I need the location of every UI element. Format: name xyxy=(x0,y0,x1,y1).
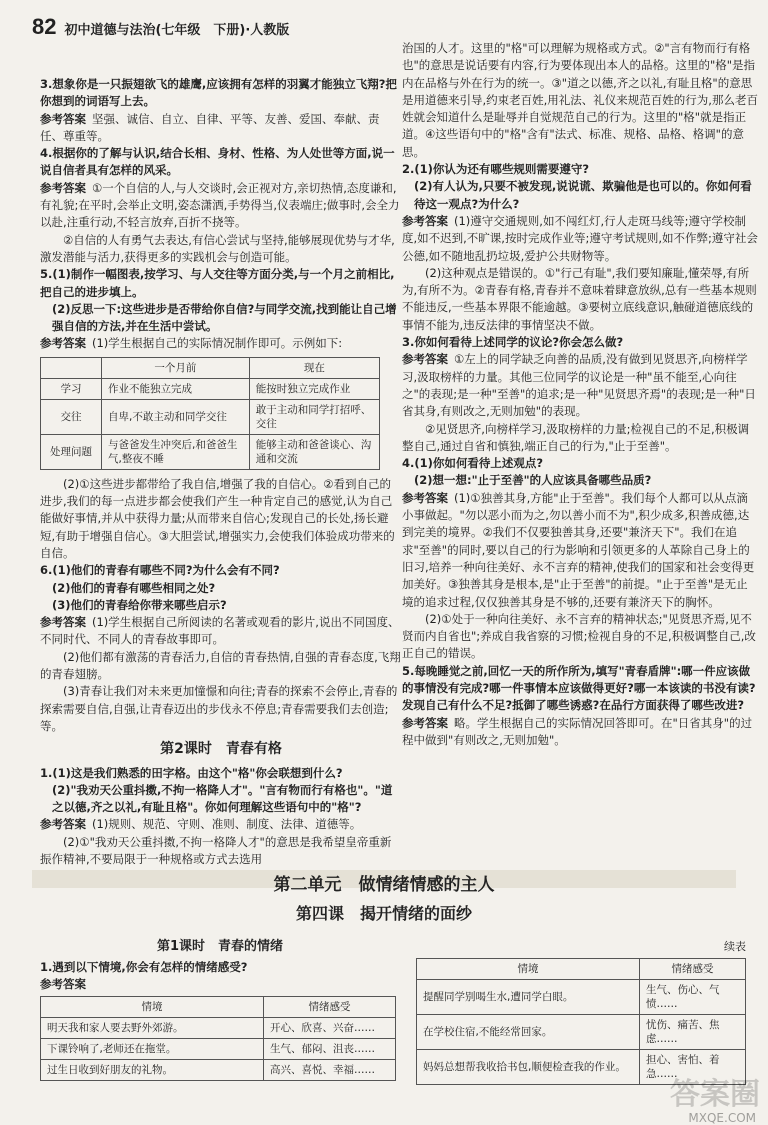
table-row: 在学校住宿,不能经常回家。 忧伤、痛苦、焦虑…… xyxy=(417,1015,746,1050)
left-column xyxy=(40,76,402,868)
r-answer-3-1: 参考答案 ①左上的同学缺乏向善的品质,没有做到见贤思齐,向榜样学习,汲取榜样的力量。其他三位同学的议论是一种"虽不能至,心向往之"的表现;是一种"至善"的追求;是一种"见贤思齐焉"的表现;是一种"日省其身,有则改之,无则加勉"的表现。 xyxy=(402,352,756,419)
bl-question: 1.遇到以下情境,你会有怎样的情绪感受? xyxy=(40,960,248,974)
unit-title: 第二单元 做情绪情感的主人 xyxy=(273,875,495,895)
question-4: 4.根据你的了解与认识,结合长相、身材、性格、为人处世等方面,说一说自信者具有怎样的风采。 xyxy=(40,146,395,178)
continued-table-label: 续表 xyxy=(724,940,746,953)
s1-answer-1: 参考答案 (1)规则、规范、守则、准则、制度、法律、道德等。 xyxy=(40,817,362,832)
table-header: 现在 xyxy=(249,357,379,378)
r-answer-2-1: 参考答案 (1)遵守交通规则,如不闯红灯,行人走斑马线等;遵守学校制度,如不迟到,不旷课,按时完成作业等;遵守考试规则,如不作弊;遵守社会公德,如不随地乱扔垃圾,爱护公共财物等。 xyxy=(402,213,758,263)
page-number: 82 xyxy=(32,14,57,39)
bottom-right-block xyxy=(416,938,746,1085)
r-answer-4-1: 参考答案 (1)①独善其身,方能"止于至善"。我们每个人都可以从点滴小事做起。"勿以恶小而为之,勿以善小而不为",积少成多,积善成德,达到完美的境界。②我们不仅要独善其身,还要"兼济天下"。我们在追求"至善"的同时,要以自己的行为影响和引领更多的人革除自己身上的旧习,培养一种向往美好、永不言弃的精神,使我们的国家和社会变得更加美好。③独善其身是根本,是"止于至善"的前提。"止于至善"是无止境的追求过程,仅仅独善其身是不够的,还要有兼济天下的胸怀。 xyxy=(402,490,755,609)
watermark-url: MXQE.COM xyxy=(688,1111,756,1125)
bl-answer-label: 参考答案 xyxy=(40,977,86,991)
continued-text: 治国的人才。这里的"格"可以理解为规格或方式。②"言有物而行有格也"的意思是说话要有内容,行为要体现出本人的品格。这里的"格"是指内在品格与外在行为的统一。③"道之以德,齐之以礼,有耻且格"的意思是用道德来引导,约束老百姓,用礼法、礼仪来规范百姓的行为,那么老百姓就会知道什么是耻辱并自觉规范自己的行为。这里的"格"就是指正道。④这些语句中的"格"含有"法式、标准、规格、品格、格调"的意思。 xyxy=(402,41,758,159)
question-6-1: 6.(1)他们的青春有哪些不同?为什么会有不同? xyxy=(40,563,280,578)
table-row: 处理问题 与爸爸发生冲突后,和爸爸生气,整夜不睡 能够主动和爸爸谈心、沟通和交流 xyxy=(41,434,380,469)
s1-answer-2: (2)①"我劝天公重抖擞,不拘一格降人才"的意思是我希望皇帝重新振作精神,不要局限于一种规格或方式去选用 xyxy=(40,834,392,866)
r-question-4-1: 4.(1)你如何看待上述观点? xyxy=(402,456,544,471)
r-answer-2-2: (2)这种观点是错误的。①"行己有耻",我们要知廉耻,懂荣辱,有所为,有所不为。②青春有格,青春并不意味着肆意放纵,总有一些基本规则不能违反,一些基本界限不能逾越。③要树立底线意识,触碰道德底线的事情不能为,违反法律的事情坚决不做。 xyxy=(402,265,757,332)
s1-question-1: 1.(1)这是我们熟悉的田字格。由这个"格"你会联想到什么? xyxy=(40,765,343,780)
answer-6-2: (2)他们都有激荡的青春活力,自信的青春热情,自强的青春态度,飞翔的青春翅膀。 xyxy=(40,649,401,682)
table-row: 学习 作业不能独立完成 能按时独立完成作业 xyxy=(41,378,380,399)
table-row: 妈妈总想帮我收拾书包,顺便检查我的作业。 担心、害怕、着急…… xyxy=(417,1050,746,1085)
table-row: 下课铃响了,老师还在拖堂。 生气、郁闷、沮丧…… xyxy=(41,1039,396,1060)
table-row: 过生日收到好朋友的礼物。 高兴、喜悦、幸福…… xyxy=(41,1060,396,1081)
page-header xyxy=(32,14,289,42)
question-6-2: (2)他们的青春有哪些相同之处? xyxy=(52,580,216,595)
answer-4-1: 参考答案 ①一个自信的人,与人交谈时,会正视对方,亲切热情,态度谦和,有礼貌;在平时,会举止文明,姿态潇洒,手势得当,仪表端庄;做事时,会全力以赴,注重行动,不轻言放弃,百折不挠等。 xyxy=(40,180,400,230)
table-row: 明天我和家人要去野外郊游。 开心、欣喜、兴奋…… xyxy=(41,1018,396,1039)
table-row: 交往 自卑,不敢主动和同学交往 敢于主动和同学打招呼、交往 xyxy=(41,399,380,434)
answer-6-3: (3)青春让我们对未来更加憧憬和向往;青春的探索不会停止,青春的探索需要自信,自强,让青春迈出的步伐永不停息;青春需要我们去创造;等。 xyxy=(40,684,398,733)
table-header: 情绪感受 xyxy=(640,959,746,980)
answer-5-2: (2)①这些进步都带给了我自信,增强了我的自信心。②看到自己的进步,我们的每一点进步都会使我们产生一种肯定自己的感觉,认为自己能做好事情,并从中获得力量;从而带来自信心;发现自己的长处,扬长避短,有助于增强自信心。③大胆尝试,增强实力,会使我们体验成功带来的自信。 xyxy=(40,476,395,560)
question-3: 3.想象你是一只振翅欲飞的雄鹰,应该拥有怎样的羽翼才能独立飞翔?把你想到的词语写上去。 xyxy=(40,77,397,109)
table-header: 情绪感受 xyxy=(264,997,396,1018)
answer-3: 参考答案 坚强、诚信、自立、自律、平等、友善、爱国、奉献、责任、尊重等。 xyxy=(40,111,380,143)
bottom-left-block xyxy=(40,938,400,1081)
r-question-5: 5.每晚睡觉之前,回忆一天的所作所为,填写"青春盾牌":哪一件应该做的事情没有完成?哪一件事情本应该做得更好?哪一本该读的书没有读?发现自己有什么不足?抵御了哪些诱惑?在品行方面获得了哪些改进? xyxy=(402,663,756,713)
table-header: 一个月前 xyxy=(102,357,250,378)
table-header xyxy=(41,357,102,378)
question-5-1: 5.(1)制作一幅图表,按学习、与人交往等方面分类,与一个月之前相比,把自己的进步填上。 xyxy=(40,267,395,299)
section-title: 第1课时 青春的情绪 xyxy=(156,939,284,954)
r-question-3: 3.你如何看待上述同学的议论?你会怎么做? xyxy=(402,335,624,350)
answer-4-2: ②自信的人有勇气去表达,有信心尝试与坚持,能够展现优势与才华,激发潜能与活力,获得更多的实践机会与创造可能。 xyxy=(40,232,395,264)
progress-table xyxy=(40,357,380,470)
lesson-title: 第四课 揭开情绪的面纱 xyxy=(295,904,472,923)
table-header: 情境 xyxy=(417,959,640,980)
question-5-2: (2)反思一下:这些进步是否带给你自信?与同学交流,找到能让自己增强自信的方法,并在生活中尝试。 xyxy=(52,301,397,334)
emotion-table xyxy=(40,996,396,1081)
s1-question-2: (2)"我劝天公重抖擞,不拘一格降人才"。"言有物而行有格也"。"道之以德,齐之以礼,有耻且格"。你如何理解这些语句中的"格"? xyxy=(52,782,393,815)
r-question-2-1: 2.(1)你认为还有哪些规则需要遵守? xyxy=(402,162,590,177)
question-6-3: (3)他们的青春给你带来哪些启示? xyxy=(52,597,227,612)
r-question-2-2: (2)有人认为,只要不被发现,说说谎、欺骗他是也可以的。你如何看待这一观点?为什么? xyxy=(414,179,752,211)
r-answer-4-2: (2)①处于一种向往美好、永不言弃的精神状态;"见贤思齐焉,见不贤而内自省也";养成自我省察的习惯;检视自身的不足,积极调整自己,改正自己的错误。 xyxy=(402,611,756,661)
answer-6-1: 参考答案 (1)学生根据自己所阅读的名著或观看的影片,说出不同国度、不同时代、不同人的青春故事即可。 xyxy=(40,615,400,647)
watermark-logo: 答案圈 xyxy=(670,1078,760,1111)
r-answer-5: 参考答案 略。学生根据自己的实际情况回答即可。在"日省其身"的过程中做到"有则改之,无则加勉"。 xyxy=(402,715,753,747)
section-title: 第2课时 青春有格 xyxy=(160,741,282,758)
right-column xyxy=(402,40,758,749)
table-row: 提醒同学别喝生水,遭同学白眼。 生气、伤心、气愤…… xyxy=(417,980,746,1015)
r-answer-3-2: ②见贤思齐,向榜样学习,汲取榜样的力量;检视自己的不足,积极调整自己,通过自省和慎独,端正自己的行为,"止于至善"。 xyxy=(402,421,750,453)
book-title: 初中道德与法治(七年级 下册)·人教版 xyxy=(64,23,290,38)
emotion-table-continued xyxy=(416,958,746,1085)
table-header: 情境 xyxy=(41,997,264,1018)
r-question-4-2: (2)想一想:"止于至善"的人应该具备哪些品质? xyxy=(414,473,652,488)
answer-5-1: 参考答案 (1)学生根据自己的实际情况制作即可。示例如下: xyxy=(40,336,343,351)
